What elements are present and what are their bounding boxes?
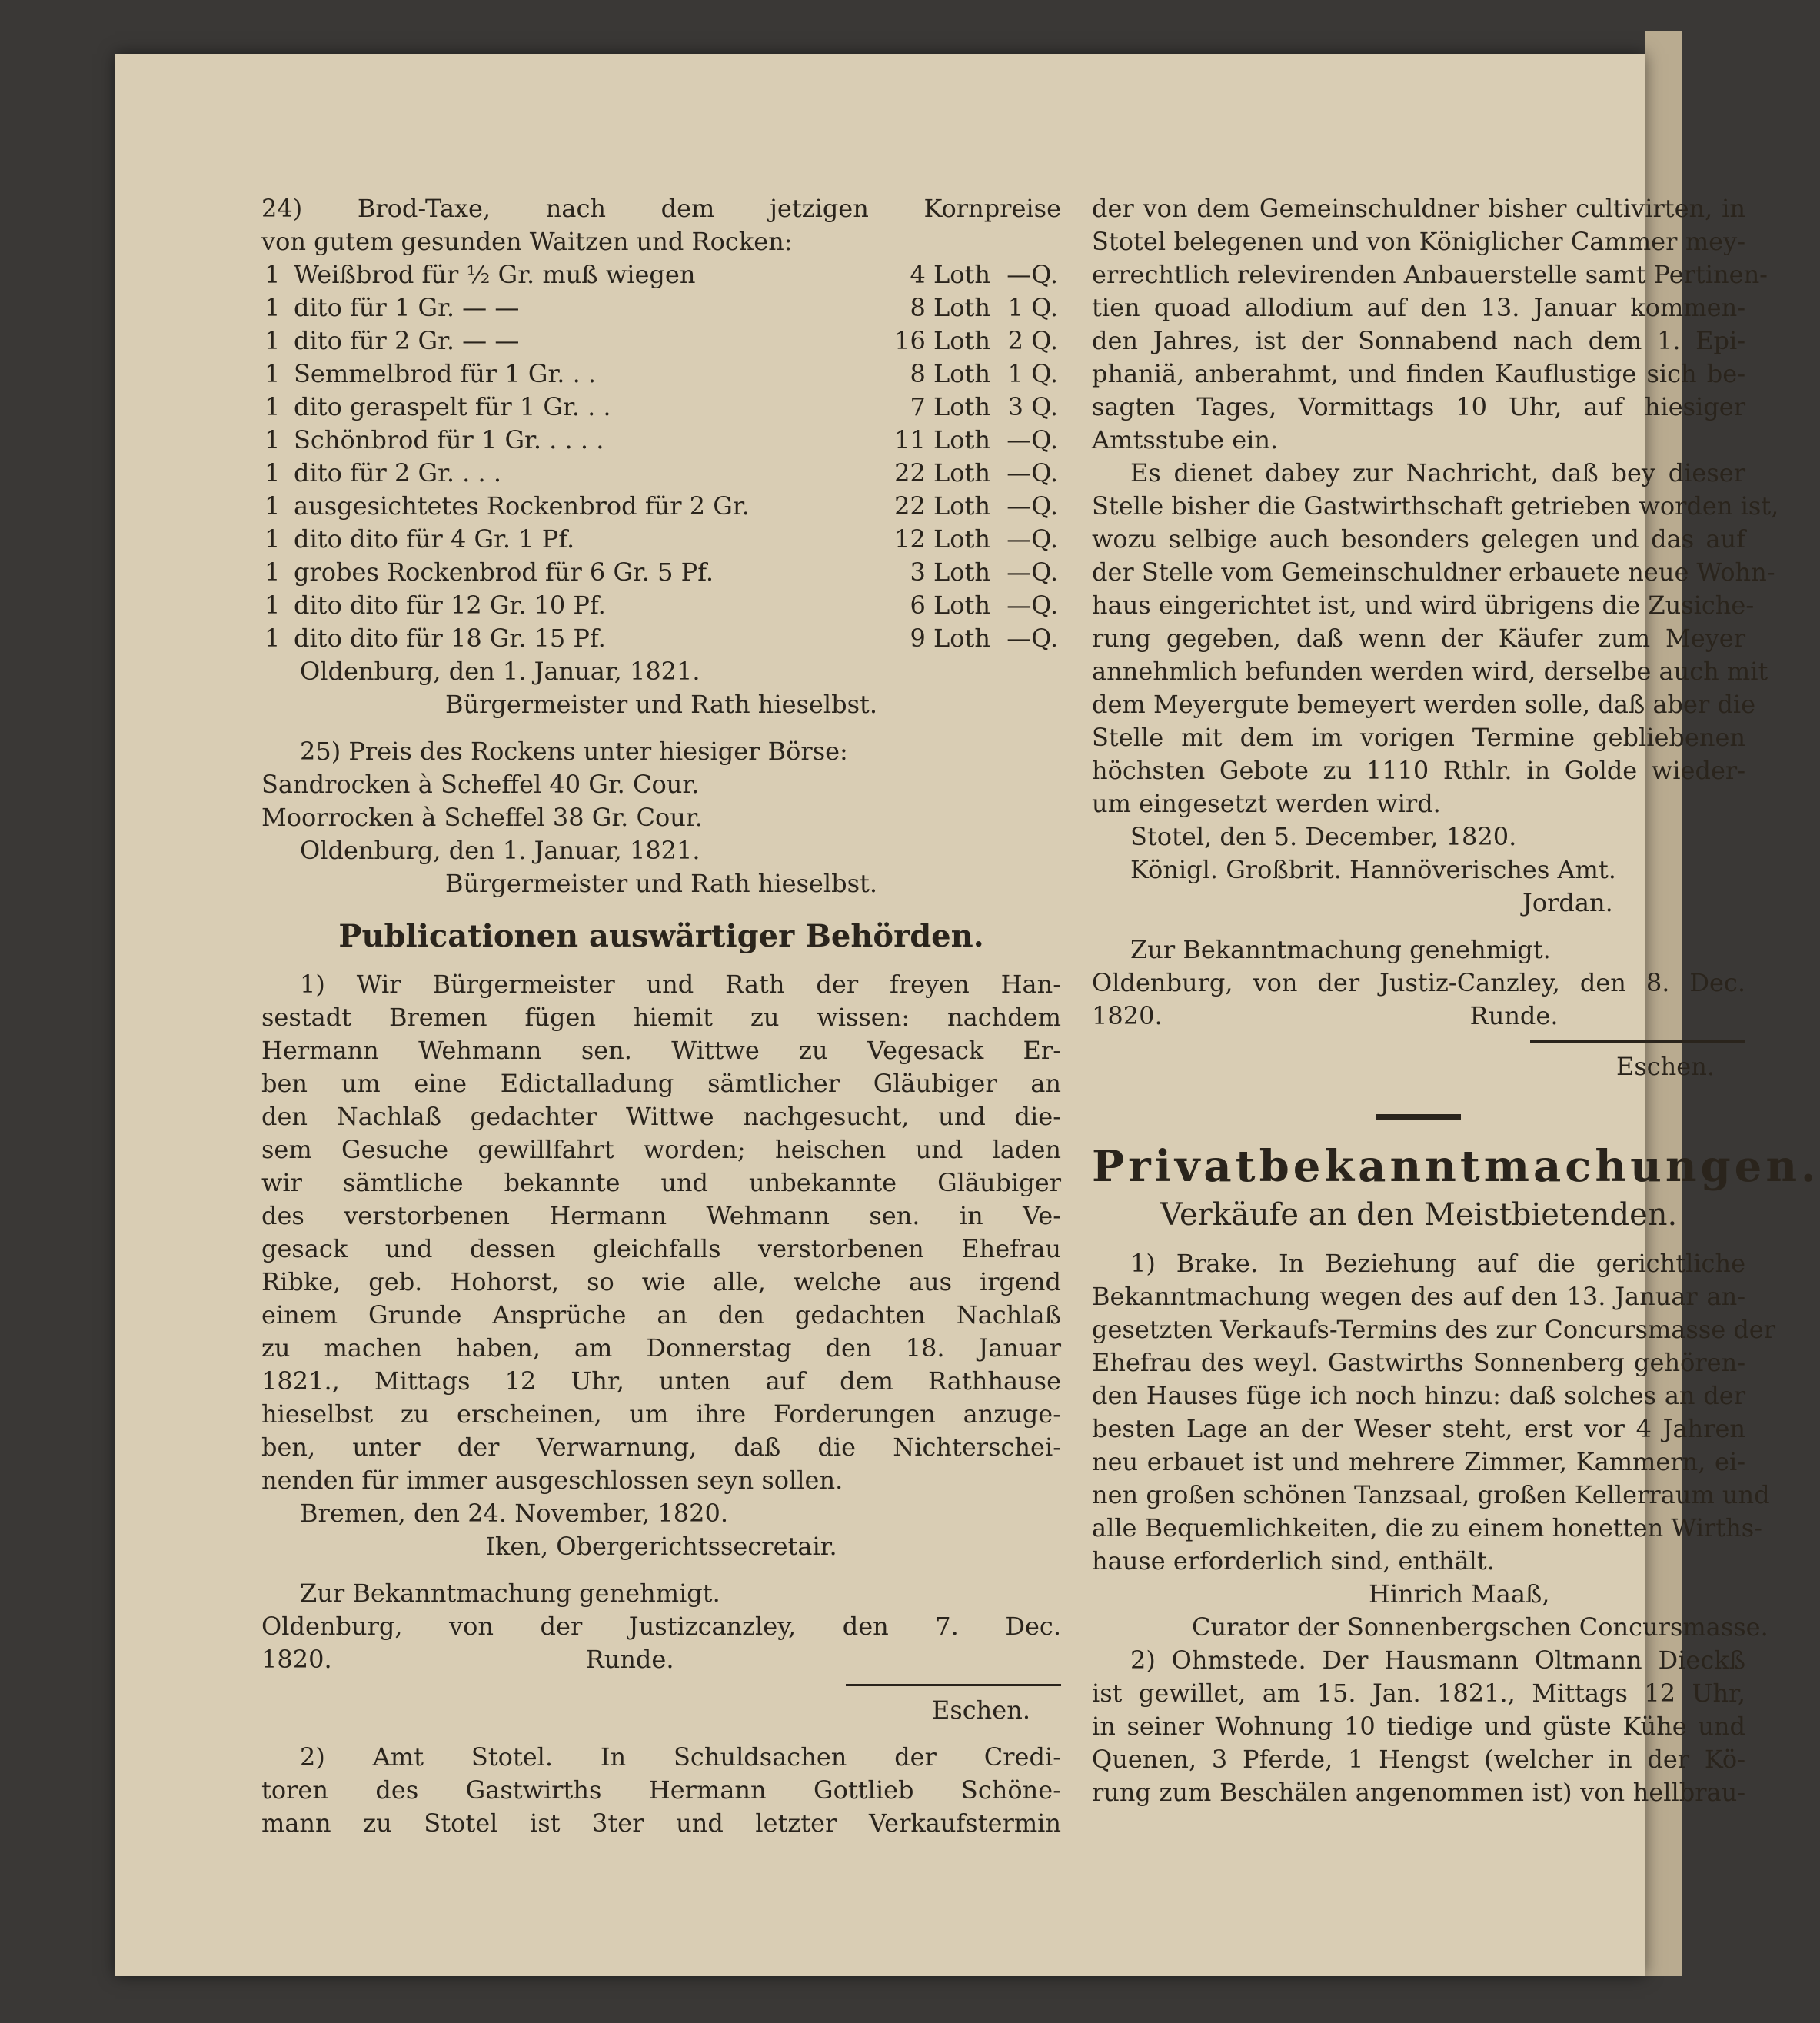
approval-year: 1820.: [1092, 1001, 1163, 1030]
bread-tax-n: 1: [265, 524, 281, 554]
bread-tax-subheading: von gutem gesunden Waitzen und Rocken:: [261, 227, 793, 256]
bread-tax-n: 1: [265, 458, 281, 487]
bread-tax-q: 1 Q.: [1007, 359, 1058, 388]
approval-name: Runde.: [585, 1645, 674, 1674]
bread-tax-weight: 12 Loth: [894, 524, 990, 554]
bread-tax-q: —Q.: [1006, 524, 1058, 554]
bread-tax-n: 1: [265, 624, 281, 653]
bread-tax-item: dito für 2 Gr. — —: [294, 326, 520, 355]
newspaper-page: [115, 54, 1820, 1976]
bread-tax-row: [261, 358, 1061, 391]
text-line: 1) Brake. In Beziehung auf die gerichtliche: [1130, 1249, 1745, 1278]
rye-price-line: Sandrocken à Scheffel 40 Gr. Cour.: [261, 770, 700, 799]
approval-year-line: [261, 1643, 1061, 1676]
bread-tax-row: [261, 291, 1061, 324]
separator-rule: [1530, 1040, 1745, 1043]
bread-tax-q: —Q.: [1006, 260, 1058, 289]
text-line: einem Grunde Ansprüche an den gedachten Nachlaß: [261, 1300, 1061, 1329]
bread-tax-date: Oldenburg, den 1. Januar, 1821.: [300, 657, 700, 686]
bread-tax-item: grobes Rockenbrod für 6 Gr. 5 Pf.: [294, 557, 714, 587]
bread-tax-row: [261, 556, 1061, 589]
approval-name: Runde.: [1469, 1001, 1559, 1030]
bread-tax-row: [261, 457, 1061, 490]
bread-tax-q: 3 Q.: [1007, 392, 1058, 421]
bread-tax-n: 1: [265, 326, 281, 355]
auction-title: Verkäufe an den Meistbietenden.: [1160, 1197, 1678, 1233]
text-line: sagten Tages, Vormittags 10 Uhr, auf hiesiger: [1092, 392, 1745, 421]
text-line: gesack und dessen gleichfalls verstorbenen Ehefrau: [261, 1234, 1061, 1263]
text-line: sestadt Bremen fügen hiemit zu wissen: nachdem: [261, 1003, 1061, 1032]
text-line: rung zum Beschälen angenommen ist) von hellbrau-: [1092, 1778, 1745, 1807]
text-line: tien quoad allodium auf den 13. Januar kommen-: [1092, 293, 1745, 322]
bremen-date: Bremen, den 24. November, 1820.: [300, 1499, 729, 1528]
text-line: dem Meyergute bemeyert werden solle, daß aber die: [1092, 690, 1756, 719]
text-line: den Jahres, ist der Sonnabend nach dem 1. Epi-: [1092, 326, 1745, 355]
text-line: 1821., Mittags 12 Uhr, unten auf dem Rathhause: [261, 1366, 1061, 1396]
text-line: phaniä, anberahmt, und finden Kauflustige sich be-: [1092, 359, 1745, 388]
text-line: nen großen schönen Tanzsaal, großen Kellerraum und: [1092, 1480, 1770, 1509]
brake-name: Hinrich Maaß,: [1369, 1579, 1550, 1609]
bread-tax-signature: Bürgermeister und Rath hieselbst.: [444, 690, 878, 719]
text-line: der Stelle vom Gemeinschuldner erbauete neue Wohn-: [1092, 557, 1775, 587]
bread-tax-n: 1: [265, 260, 281, 289]
bread-tax-item: dito dito für 4 Gr. 1 Pf.: [294, 524, 575, 554]
bread-tax-item: dito dito für 12 Gr. 10 Pf.: [294, 591, 606, 620]
bread-tax-weight: 22 Loth: [894, 458, 990, 487]
approval-year: 1820.: [261, 1645, 332, 1674]
bread-tax-row: [261, 424, 1061, 457]
bread-tax-q: —Q.: [1006, 491, 1058, 521]
text-line: zu machen haben, am Donnerstag den 18. Januar: [261, 1333, 1061, 1363]
bread-tax-item: ausgesichtetes Rockenbrod für 2 Gr.: [294, 491, 750, 521]
section-title: Publicationen auswärtiger Behörden.: [338, 918, 984, 954]
bread-tax-weight: 7 Loth: [910, 392, 990, 421]
text-line: hieselbst zu erscheinen, um ihre Forderungen anzuge-: [261, 1399, 1061, 1429]
stotel-notice-start: [261, 1741, 1061, 1840]
bread-tax-row: [261, 490, 1061, 523]
bread-tax-weight: 22 Loth: [894, 491, 990, 521]
stotel-note: [1092, 457, 1779, 820]
bread-tax-weight: 6 Loth: [910, 591, 990, 620]
bread-tax-item: Weißbrod für ½ Gr. muß wiegen: [294, 260, 696, 289]
brake-role: Curator der Sonnenbergschen Concursmasse.: [1192, 1612, 1768, 1642]
bread-tax-n: 1: [265, 557, 281, 587]
stotel-notice-cont: [1092, 192, 1768, 457]
text-line: besten Lage an der Weser steht, erst vor 4 Jahren: [1092, 1414, 1745, 1443]
text-line: haus eingerichtet ist, und wird übrigens die Zusiche-: [1092, 591, 1755, 620]
bread-tax-weight: 9 Loth: [910, 624, 990, 653]
text-line: um eingesetzt werden wird.: [1092, 789, 1441, 818]
text-line: toren des Gastwirths Hermann Gottlieb Schöne-: [261, 1775, 1061, 1805]
text-line: mann zu Stotel ist 3ter und letzter Verkaufstermin: [261, 1808, 1061, 1838]
text-line: nenden für immer ausgeschlossen seyn sollen.: [261, 1466, 843, 1495]
text-line: den Hauses füge ich noch hinzu: daß solches an der: [1092, 1381, 1745, 1410]
text-line: alle Bequemlichkeiten, die zu einem honetten Wirths-: [1092, 1513, 1762, 1542]
text-line: ben um eine Edictalladung sämtlicher Gläubiger an: [261, 1069, 1061, 1098]
bread-tax-weight: 16 Loth: [894, 326, 990, 355]
bread-tax-weight: 8 Loth: [910, 359, 990, 388]
bread-tax-row: [261, 258, 1061, 291]
text-line: Stelle mit dem im vorigen Termine gebliebenen: [1092, 723, 1745, 752]
text-line: Hermann Wehmann sen. Wittwe zu Vegesack Er-: [261, 1036, 1061, 1065]
text-line: Ribke, geb. Hohorst, so wie alle, welche aus irgend: [261, 1267, 1061, 1296]
bread-tax-q: 1 Q.: [1007, 293, 1058, 322]
bread-tax-n: 1: [265, 591, 281, 620]
text-line: Stelle bisher die Gastwirthschaft getrieben worden ist,: [1092, 491, 1779, 521]
text-line: neu erbauet ist und mehrere Zimmer, Kammern, ei-: [1092, 1447, 1745, 1476]
bread-tax-item: dito für 1 Gr. — —: [294, 293, 520, 322]
text-line: ben, unter der Verwarnung, daß die Nichterschei-: [261, 1432, 1061, 1462]
bread-tax-item: dito für 2 Gr. . . .: [294, 458, 502, 487]
text-line: der von dem Gemeinschuldner bisher cultivirten, in: [1092, 194, 1745, 223]
text-line: den Nachlaß gedachter Wittwe nachgesucht, und die-: [261, 1102, 1061, 1131]
ohmstede-notice: [1092, 1644, 1745, 1809]
bread-tax-q: —Q.: [1006, 458, 1058, 487]
bread-tax-n: 1: [265, 359, 281, 388]
bread-tax-item: Semmelbrod für 1 Gr. . .: [294, 359, 597, 388]
bread-tax-weight: 3 Loth: [910, 557, 990, 587]
text-line: annehmlich befunden werden wird, derselbe auch mit: [1092, 657, 1768, 686]
text-line: Quenen, 3 Pferde, 1 Hengst (welcher in der Kö-: [1092, 1745, 1745, 1774]
bread-tax-row: [261, 523, 1061, 556]
bread-tax-n: 1: [265, 392, 281, 421]
bread-tax-weight: 4 Loth: [910, 260, 990, 289]
approval-note: Zur Bekanntmachung genehmigt.: [300, 1579, 720, 1608]
bread-tax-item: dito dito für 18 Gr. 15 Pf.: [294, 624, 606, 653]
left-column: [261, 192, 1061, 1840]
text-line: 2) Amt Stotel. In Schuldsachen der Credi-: [300, 1742, 1061, 1772]
bread-tax-q: —Q.: [1006, 624, 1058, 653]
bread-tax-item: Schönbrod für 1 Gr. . . . .: [294, 425, 604, 454]
stotel-name: Jordan.: [1522, 888, 1613, 917]
text-line: hause erforderlich sind, enthält.: [1092, 1546, 1495, 1575]
bread-tax-row: [261, 589, 1061, 622]
bread-tax-q: —Q.: [1006, 557, 1058, 587]
bremen-notice: [261, 968, 1061, 1497]
approval-year-line: [1092, 1000, 1745, 1033]
clerk-name: Eschen.: [931, 1695, 1030, 1725]
approval-note: Zur Bekanntmachung genehmigt.: [1130, 935, 1551, 964]
approval-place: Oldenburg, von der Justiz-Canzley, den 8. Dec.: [1092, 968, 1745, 997]
bread-tax-row: [261, 391, 1061, 424]
text-line: wir sämtliche bekannte und unbekannte Gläubiger: [261, 1168, 1061, 1197]
text-line: rung gegeben, daß wenn der Käufer zum Meyer: [1092, 624, 1745, 653]
bread-tax-item: dito geraspelt für 1 Gr. . .: [294, 392, 611, 421]
rye-price-date: Oldenburg, den 1. Januar, 1821.: [300, 836, 700, 865]
text-line: Stotel belegenen und von Königlicher Cammer mey-: [1092, 227, 1745, 256]
bread-tax-weight: 8 Loth: [910, 293, 990, 322]
rye-price-signature: Bürgermeister und Rath hieselbst.: [444, 869, 878, 898]
stotel-date: Stotel, den 5. December, 1820.: [1130, 822, 1517, 851]
text-line: wozu selbige auch besonders gelegen und das auf: [1092, 524, 1745, 554]
text-line: gesetzten Verkaufs-Termins des zur Concursmasse der: [1092, 1315, 1776, 1344]
bremen-signature: Iken, Obergerichtssecretair.: [485, 1532, 837, 1561]
section-rule: [1376, 1114, 1461, 1120]
bread-tax-n: 1: [265, 293, 281, 322]
stotel-office: Königl. Großbrit. Hannöverisches Amt.: [1130, 855, 1616, 884]
private-announcements-title: Privatbekanntmachungen.: [1092, 1141, 1820, 1192]
text-line: Bekanntmachung wegen des auf den 13. Januar an-: [1092, 1282, 1745, 1311]
text-line: des verstorbenen Hermann Wehmann sen. in Ve-: [261, 1201, 1061, 1230]
bread-tax-q: 2 Q.: [1007, 326, 1058, 355]
bread-tax-row: [261, 324, 1061, 358]
text-line: sem Gesuche gewillfahrt worden; heischen und laden: [261, 1135, 1061, 1164]
brake-notice: [1092, 1247, 1776, 1578]
bread-tax-row: [261, 622, 1061, 655]
approval-place: Oldenburg, von der Justizcanzley, den 7. Dec.: [261, 1612, 1061, 1641]
text-line: 1) Wir Bürgermeister und Rath der freyen Han-: [300, 970, 1061, 999]
text-line: errechtlich relevirenden Anbauerstelle samt Pertinen-: [1092, 260, 1768, 289]
clerk-name: Eschen.: [1615, 1052, 1715, 1081]
bread-tax-q: —Q.: [1006, 591, 1058, 620]
separator-rule: [846, 1684, 1061, 1686]
right-column: [1092, 192, 1820, 1809]
text-line: Ehefrau des weyl. Gastwirths Sonnenberg gehören-: [1092, 1348, 1745, 1377]
bread-tax-weight: 11 Loth: [894, 425, 990, 454]
text-line: höchsten Gebote zu 1110 Rthlr. in Golde wieder-: [1092, 756, 1745, 785]
bread-tax-q: —Q.: [1006, 425, 1058, 454]
text-line: ist gewillet, am 15. Jan. 1821., Mittags 12 Uhr,: [1092, 1679, 1745, 1708]
bread-tax-table: [261, 258, 1061, 655]
text-line: Amtsstube ein.: [1092, 425, 1279, 454]
text-line: in seiner Wohnung 10 tiedige und güste Kühe und: [1092, 1712, 1745, 1741]
text-line: 2) Ohmstede. Der Hausmann Oltmann Dieckß: [1130, 1645, 1745, 1675]
bread-tax-n: 1: [265, 491, 281, 521]
text-line: Es dienet dabey zur Nachricht, daß bey dieser: [1130, 458, 1745, 487]
rye-price-line: Moorrocken à Scheffel 38 Gr. Cour.: [261, 803, 703, 832]
rye-price-heading: 25) Preis des Rockens unter hiesiger Börse:: [300, 737, 848, 766]
bread-tax-heading: 24) Brod-Taxe, nach dem jetzigen Kornpreise: [261, 194, 1061, 223]
bread-tax-n: 1: [265, 425, 281, 454]
